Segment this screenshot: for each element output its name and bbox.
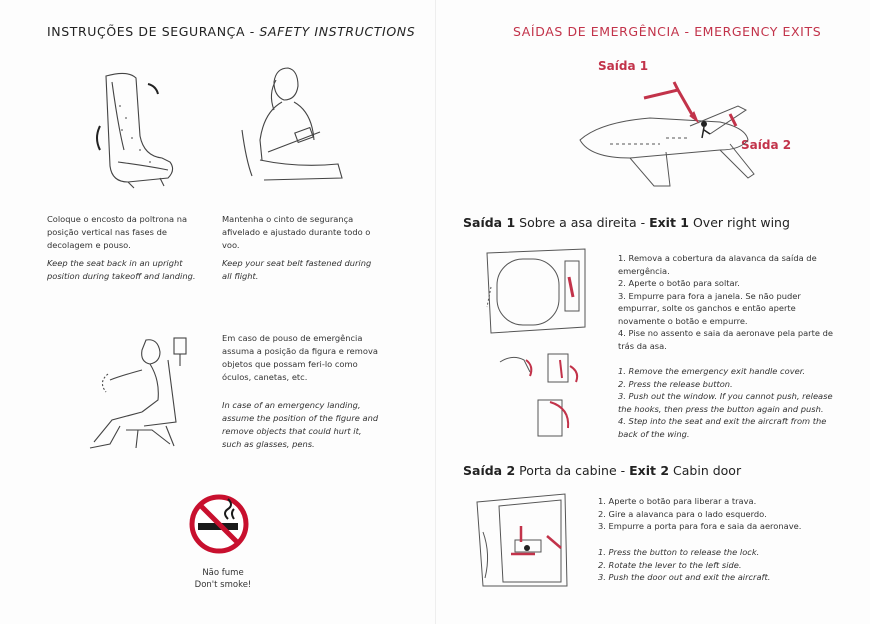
- saida2-label: Saída 2: [741, 138, 792, 152]
- seat-upright-illustration: [88, 66, 198, 191]
- belt-instruction-en: Keep your seat belt fastened during all flight.: [222, 258, 372, 281]
- exit2-heading: Saída 2 Porta da cabine - Exit 2 Cabin door: [463, 463, 742, 478]
- safety-instructions-title: INSTRUÇÕES DE SEGURANÇA - SAFETY INSTRUCTIONS: [47, 24, 416, 39]
- seat-instruction-en: Keep the seat back in an upright position during takeoff and landing.: [47, 258, 196, 281]
- no-smoking-icon: [188, 493, 250, 555]
- seat-instruction-pt: Coloque o encosto da poltrona na posição vertical nas fases de decolagem e pouso.: [47, 214, 188, 250]
- brace-position-illustration: [80, 330, 200, 455]
- no-smoking-pt: Não fume: [202, 568, 244, 578]
- list-item: 4. Pise no assento e saia da aeronave pela parte de trás da asa.: [618, 328, 833, 351]
- saida1-label: Saída 1: [598, 59, 649, 73]
- aircraft-exits-illustration: [570, 78, 755, 193]
- page-divider: [435, 0, 436, 624]
- no-smoking-en: Don't smoke!: [194, 580, 252, 590]
- window-exit-steps-illustration: [490, 348, 590, 448]
- exit2-steps-en: [598, 546, 833, 584]
- exit1-steps-pt: [618, 252, 833, 352]
- exit1-steps-en: [618, 365, 833, 440]
- belt-instruction-pt: Mantenha o cinto de segurança afivelado e ajustado durante todo o voo.: [222, 214, 371, 250]
- emergency-exits-title: SAÍDAS DE EMERGÊNCIA - EMERGENCY EXITS: [513, 24, 822, 39]
- window-exit-illustration: [485, 247, 595, 342]
- list-item: 3. Empurre a porta para fora e saia da aeronave.: [598, 521, 802, 531]
- list-item: 1. Remova a cobertura da alavanca da saída de emergência.: [618, 253, 817, 276]
- no-smoking-caption: [188, 567, 258, 591]
- exit2-steps-pt: [598, 495, 833, 533]
- list-item: 2. Rotate the lever to the left side.: [598, 559, 742, 570]
- seatbelt-illustration: [238, 60, 348, 190]
- list-item: 1. Aperte o botão para liberar a trava.: [598, 496, 757, 506]
- list-item: 3. Push the door out and exit the aircraft.: [598, 572, 771, 582]
- brace-instruction-en: In case of an emergency landing, assume the position of the figure and remove objects that could hurt it, such as glasses, pens.: [222, 400, 379, 449]
- brace-instruction-pt: Em caso de pouso de emergência assuma a posição da figura e remova objetos que possam feri-lo como óculos, canetas, etc.: [222, 333, 378, 382]
- list-item: 1. Press the button to release the lock.: [598, 547, 760, 557]
- cabin-door-illustration: [475, 492, 585, 588]
- list-item: 4. Step into the seat and exit the aircraft from the back of the wing.: [618, 416, 827, 439]
- list-item: 2. Aperte o botão para soltar.: [618, 278, 740, 288]
- list-item: 1. Remove the emergency exit handle cover.: [618, 366, 805, 376]
- list-item: 3. Push out the window. If you cannot push, release the hooks, then press the button again and push.: [618, 391, 833, 414]
- list-item: 2. Press the release button.: [618, 378, 733, 389]
- list-item: 3. Empurre para fora a janela. Se não puder empurrar, solte os ganchos e então aperte novamente o botão e empurre.: [618, 290, 801, 326]
- list-item: 2. Gire a alavanca para o lado esquerdo.: [598, 508, 767, 519]
- exit1-heading: Saída 1 Sobre a asa direita - Exit 1 Over right wing: [463, 215, 790, 230]
